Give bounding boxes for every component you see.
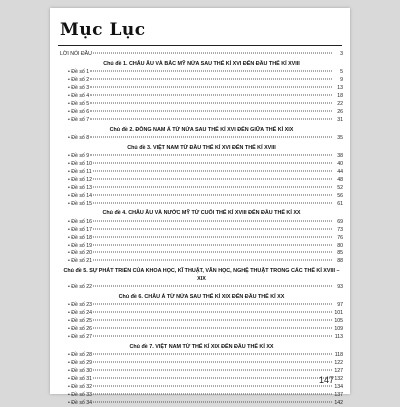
- toc-entry-page: 26: [337, 108, 343, 115]
- toc-section-heading: Chủ đề 2. ĐÔNG NAM Á TỪ NỬA SAU THẾ KỈ XVI ĐẾN GIỮA THẾ KỈ XIX: [109, 126, 294, 133]
- toc-entry-page: 127: [334, 367, 343, 374]
- toc-section-heading: Chủ đề 1. CHÂU ÂU VÀ BẮC MỸ NỬA SAU THẾ KỈ XVI ĐẾN ĐẦU THẾ KỈ XVIII: [103, 60, 300, 67]
- toc-entry-label: • Đề số 24: [68, 310, 93, 317]
- toc-entry-label: • Đề số 20: [68, 250, 93, 257]
- toc-entry-label: • Đề số 34: [68, 399, 93, 406]
- dot-leader: [93, 220, 332, 221]
- toc-entry-page: 93: [337, 284, 343, 291]
- toc-entry-label: • Đề số 8: [68, 134, 90, 141]
- toc-entry-label: • Đề số 9: [68, 153, 90, 160]
- toc-entry-page: 69: [337, 218, 343, 225]
- toc-entry-label: • Đề số 7: [68, 116, 90, 123]
- toc-entry-label: • Đề số 27: [68, 333, 93, 340]
- toc-section-heading: Chủ đề 6. CHÂU Á TỪ NỬA SAU THẾ KỈ XIX ĐẾN ĐẦU THẾ KỈ XX: [118, 293, 285, 300]
- toc-entry-page: 18: [337, 92, 343, 99]
- dot-leader: [93, 393, 332, 394]
- toc-entry: [60, 368, 343, 376]
- toc-entry-page: 109: [334, 326, 343, 332]
- toc-entry: [60, 334, 343, 342]
- dot-leader: [93, 320, 332, 321]
- dot-leader: [93, 385, 332, 386]
- toc-entry: [60, 117, 343, 125]
- toc-entry-label: • Đề số 33: [68, 391, 93, 398]
- toc-entry: [60, 326, 343, 334]
- dot-leader: [90, 110, 332, 111]
- toc-entry: [60, 135, 343, 143]
- table-of-contents: [60, 51, 343, 407]
- toc-entry-page: 13: [337, 85, 343, 92]
- toc-entry: [60, 360, 343, 368]
- page-title: Mục Lục: [60, 20, 146, 40]
- toc-section-heading: Chủ đề 4. CHÂU ÂU VÀ NƯỚC MỸ TỪ CUỐI THẾ KỈ XVIII ĐẾN ĐẦU THẾ KỈ XX: [102, 210, 301, 217]
- toc-entry-foreword: [60, 51, 343, 59]
- dot-leader: [93, 335, 332, 336]
- dot-leader: [93, 328, 332, 329]
- toc-entry: [60, 153, 343, 161]
- toc-entry: [60, 352, 343, 360]
- dot-leader: [93, 163, 332, 164]
- toc-entry-label: • Đề số 18: [68, 234, 93, 241]
- toc-entry: [60, 235, 343, 243]
- toc-entry: [60, 376, 343, 384]
- toc-entry-page: 56: [337, 192, 343, 199]
- toc-entry-label: • Đề số 26: [68, 326, 93, 332]
- toc-entry-label: • Đề số 12: [68, 176, 93, 183]
- toc-entry: [60, 227, 343, 235]
- toc-entry: [60, 69, 343, 77]
- dot-leader: [93, 178, 332, 179]
- toc-entry-page: 134: [334, 383, 343, 390]
- dot-leader: [90, 136, 332, 137]
- toc-entry-page: 80: [337, 242, 343, 249]
- toc-entry-page: 85: [337, 250, 343, 257]
- toc-entry: [60, 250, 343, 258]
- page-number: 147: [318, 375, 334, 385]
- toc-entry-label: • Đề số 2: [68, 77, 90, 84]
- dot-leader: [90, 79, 332, 80]
- toc-entry-page: 73: [337, 226, 343, 233]
- toc-entry: [60, 258, 343, 266]
- toc-entry-page: 35: [337, 134, 343, 141]
- toc-entry-label: • Đề số 4: [68, 92, 90, 99]
- toc-entry-page: 44: [337, 169, 343, 176]
- toc-entry-label: • Đề số 3: [68, 85, 90, 92]
- toc-entry-page: 88: [337, 258, 343, 265]
- dot-leader: [93, 244, 332, 245]
- toc-entry-page: 113: [334, 333, 343, 340]
- toc-entry: [60, 302, 343, 310]
- toc-entry: [60, 243, 343, 251]
- dot-leader: [90, 71, 332, 72]
- toc-entry-label: • Đề số 30: [68, 367, 93, 374]
- toc-entry: [60, 400, 343, 407]
- toc-entry-label: • Đề số 19: [68, 242, 93, 249]
- toc-entry: [60, 169, 343, 177]
- toc-entry-page: 137: [334, 391, 343, 398]
- toc-entry-page: 97: [337, 302, 343, 309]
- toc-entry: [60, 310, 343, 318]
- toc-entry: [60, 109, 343, 117]
- toc-entry: [60, 201, 343, 209]
- dot-leader: [93, 252, 332, 253]
- toc-entry-label: • Đề số 5: [68, 100, 90, 107]
- book-page: [50, 8, 350, 406]
- toc-entry-page: 48: [337, 176, 343, 183]
- toc-entry-page: 101: [334, 310, 343, 317]
- toc-entry-label: • Đề số 29: [68, 360, 93, 367]
- toc-entry-label: • Đề số 25: [68, 318, 93, 325]
- dot-leader: [93, 286, 332, 287]
- dot-leader: [93, 377, 332, 378]
- toc-entry: [60, 85, 343, 93]
- dot-leader: [93, 362, 332, 363]
- dot-leader: [93, 186, 332, 187]
- toc-entry: [60, 161, 343, 169]
- toc-entry-label: • Đề số 28: [68, 352, 93, 359]
- dot-leader: [90, 94, 332, 95]
- toc-section-heading: Chủ đề 5. SỰ PHÁT TRIỂN CỦA KHOA HỌC, KĨ THUẬT, VĂN HỌC, NGHỆ THUẬT TRONG CÁC THẾ KỈ XVIII – XIX: [63, 268, 340, 282]
- toc-entry-label: • Đề số 13: [68, 184, 93, 191]
- dot-leader: [93, 304, 332, 305]
- toc-entry-label: • Đề số 22: [68, 284, 93, 291]
- toc-entry-label: • Đề số 17: [68, 226, 93, 233]
- toc-entry-page: 52: [337, 184, 343, 191]
- dot-leader: [93, 202, 332, 203]
- toc-entry-label: • Đề số 14: [68, 192, 93, 199]
- toc-entry-page: 122: [334, 360, 343, 367]
- dot-leader: [90, 102, 332, 103]
- toc-entry-label: • Đề số 11: [68, 169, 92, 176]
- toc-section-heading: Chủ đề 3. VIỆT NAM TỪ ĐẦU THẾ KỈ XVI ĐẾN THẾ KỈ XVIII: [127, 144, 276, 151]
- dot-leader: [93, 354, 332, 355]
- toc-entry: [60, 93, 343, 101]
- toc-entry-page: 9: [340, 77, 343, 84]
- toc-entry-label: • Đề số 15: [68, 200, 93, 207]
- dot-leader: [93, 260, 332, 261]
- toc-entry-label: • Đề số 21: [68, 258, 93, 265]
- toc-entry-page: 5: [340, 69, 343, 76]
- dot-leader: [93, 53, 332, 54]
- toc-entry-label: LỜI NÓI ĐẦU: [60, 51, 92, 57]
- toc-section-heading: Chủ đề 7. VIỆT NAM TỪ THẾ KỈ XIX ĐẾN ĐẦU THẾ KỈ XX: [129, 343, 274, 350]
- toc-entry-page: 76: [337, 234, 343, 241]
- dot-leader: [93, 401, 332, 402]
- dot-leader: [90, 87, 332, 88]
- toc-entry-page: 118: [334, 352, 343, 359]
- toc-entry-page: 105: [334, 318, 343, 325]
- toc-entry-page: 40: [337, 161, 343, 168]
- toc-entry: [60, 193, 343, 201]
- toc-entry: [60, 392, 343, 400]
- toc-entry-label: • Đề số 31: [68, 375, 93, 382]
- toc-entry-page: 22: [337, 100, 343, 107]
- toc-entry-label: • Đề số 1: [68, 69, 90, 76]
- toc-entry-page: 31: [337, 116, 343, 123]
- toc-entry: [60, 384, 343, 392]
- dot-leader: [93, 228, 332, 229]
- toc-entry-page: 132: [334, 375, 343, 382]
- dot-leader: [93, 194, 332, 195]
- toc-entry-label: • Đề số 23: [68, 302, 93, 309]
- dot-leader: [93, 312, 332, 313]
- toc-entry: [60, 77, 343, 85]
- toc-entry: [60, 318, 343, 326]
- toc-entry-page: 3: [340, 51, 343, 57]
- toc-entry-page: 142: [334, 399, 343, 406]
- toc-entry-page: 38: [337, 153, 343, 160]
- toc-entry: [60, 284, 343, 292]
- dot-leader: [90, 118, 332, 119]
- dot-leader: [93, 369, 332, 370]
- dot-leader: [90, 155, 332, 156]
- title-divider: [58, 45, 342, 46]
- toc-entry: [60, 177, 343, 185]
- toc-entry: [60, 101, 343, 109]
- toc-entry-label: • Đề số 6: [68, 108, 90, 115]
- toc-entry-page: 61: [337, 200, 343, 207]
- toc-entry: [60, 219, 343, 227]
- dot-leader: [93, 236, 332, 237]
- toc-entry: [60, 185, 343, 193]
- toc-entry-label: • Đề số 10: [68, 161, 93, 168]
- dot-leader: [93, 171, 332, 172]
- toc-entry-label: • Đề số 32: [68, 383, 93, 390]
- toc-entry-label: • Đề số 16: [68, 218, 93, 225]
